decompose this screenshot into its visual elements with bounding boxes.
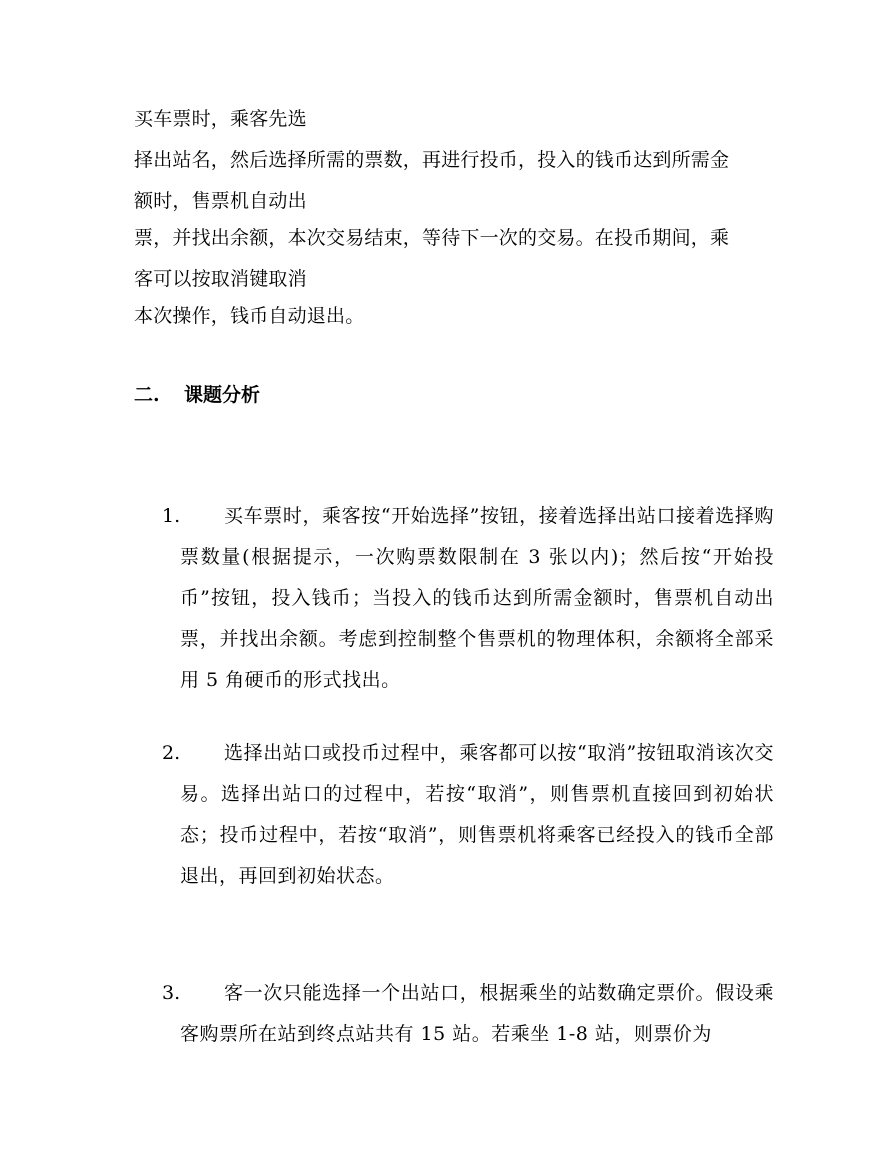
- section-number: 二.: [134, 384, 160, 406]
- intro-line: 择出站名，然后选择所需的票数，再进行投币，投入的钱币达到所需金: [134, 149, 730, 171]
- list-item: [162, 496, 774, 701]
- list-item-text: 选择出站口或投币过程中，乘客都可以按“取消”按钮取消该次交易。选择出站口的过程中，若按“取消”，则售票机直接回到初始状态；投币过程中，若按“取消”，则售票机将乘客已经投入的钱币全部退出，再回到初始状态。: [180, 742, 774, 887]
- section-heading: [134, 380, 260, 410]
- intro-paragraph: [134, 104, 774, 342]
- list-item-number: 2.: [162, 742, 181, 764]
- intro-line: 票，并找出余额，本次交易结束，等待下一次的交易。在投币期间，乘: [134, 227, 730, 249]
- intro-line: 买车票时，乘客先选: [134, 108, 307, 130]
- intro-line: 本次操作，钱币自动退出。: [134, 305, 365, 327]
- list-item-number: 3.: [162, 982, 181, 1004]
- intro-line: 额时，售票机自动出: [134, 190, 307, 212]
- list-item: [162, 973, 774, 1055]
- list-item: [162, 733, 774, 897]
- intro-line: 客可以按取消键取消: [134, 268, 307, 290]
- section-title: 课题分析: [184, 384, 261, 406]
- list-item-number: 1.: [162, 505, 181, 527]
- list-item-text: 客一次只能选择一个出站口，根据乘坐的站数确定票价。假设乘客购票所在站到终点站共有 15 站。若乘坐 1-8 站，则票价为: [180, 982, 774, 1045]
- list-item-text: 买车票时，乘客按“开始选择”按钮，接着选择出站口接着选择购票数量(根据提示，一次购票数限制在 3 张以内)；然后按“开始投币”按钮，投入钱币；当投入的钱币达到所需金额时，售票机自动出票，并找出余额。考虑到控制整个售票机的物理体积，余额将全部采用 5 角硬币的形式找出。: [180, 505, 774, 691]
